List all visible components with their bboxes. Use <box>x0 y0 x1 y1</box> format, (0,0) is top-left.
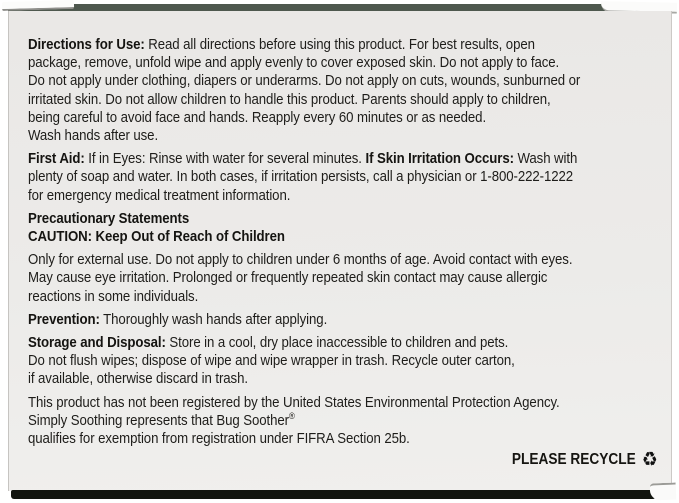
label-text-run: This product has not been registered by the United States Environmental Protection Agency. <box>28 393 560 411</box>
label-text-run: for emergency medical treatment information. <box>28 186 291 204</box>
label-text-bold: Precautionary Statements <box>28 209 190 227</box>
section-directions <box>28 36 658 145</box>
label-line <box>28 91 658 109</box>
section-prevention <box>28 311 658 329</box>
label-text-run: Wash hands after use. <box>28 127 159 145</box>
label-text-bold: First Aid: <box>28 150 85 168</box>
label-text-run: Do not flush wipes; dispose of wipe and wipe wrapper in trash. Recycle outer carton, <box>28 352 515 370</box>
label-line <box>28 311 658 329</box>
label-text-bold: If Skin Irritation Occurs: <box>365 150 514 168</box>
label-text-run: If in Eyes: Rinse with water for several minutes. <box>84 150 366 168</box>
section-precautionary <box>28 210 658 246</box>
label-text-run: Only for external use. Do not apply to children under 6 months of age. Avoid contact with eyes. <box>28 251 573 269</box>
label-text-run: plenty of soap and water. In both cases, if irritation persists, call a physician or 1-800-222-1222 <box>28 168 574 186</box>
label-line <box>28 334 658 352</box>
recycle-row <box>28 449 661 472</box>
section-storage <box>28 334 658 389</box>
recycle-icon: ♻ <box>641 449 658 472</box>
label-line <box>28 168 658 186</box>
label-text-run: being careful to avoid face and hands. Reapply every 60 minutes or as needed. <box>28 108 487 126</box>
section-epa-statement <box>28 394 658 449</box>
label-line <box>28 394 658 412</box>
label-content <box>28 36 660 472</box>
label-line <box>28 352 658 370</box>
label-line <box>28 370 658 388</box>
label-line <box>28 430 658 448</box>
label-text-run: Read all directions before using this product. For best results, open <box>144 36 535 53</box>
section-external-use <box>28 251 658 306</box>
label-line <box>28 36 658 54</box>
label-line <box>28 228 658 246</box>
label-text-run: reactions in some individuals. <box>28 287 199 305</box>
label-text-run: irritated skin. Do not allow children to handle this product. Parents should apply to children, <box>28 90 551 108</box>
label-line <box>28 251 658 269</box>
label-line <box>28 288 658 306</box>
label-line <box>28 109 658 127</box>
label-text-run: Store in a cool, dry place inaccessible to children and pets. <box>165 334 509 352</box>
carton-bottom-edge-band <box>11 490 656 499</box>
label-text-bold: Prevention: <box>28 310 100 328</box>
label-line <box>28 210 658 228</box>
label-line <box>28 412 658 430</box>
label-text-run: qualifies for exemption from registration under FIFRA Section 25b. <box>28 430 410 448</box>
label-line <box>28 269 658 287</box>
label-line <box>28 187 658 205</box>
label-text-run: Thoroughly wash hands after applying. <box>99 310 328 328</box>
carton-bottom-right-corner <box>650 483 677 501</box>
label-line <box>28 127 658 145</box>
label-text-bold: Directions for Use: <box>28 36 145 53</box>
label-text-bold: Storage and Disposal: <box>28 334 166 352</box>
label-text-run: May cause eye irritation. Prolonged or frequently repeated skin contact may cause allergic <box>28 269 548 287</box>
label-text-bold: CAUTION: Keep Out of Reach of Children <box>28 228 285 246</box>
label-text-run: Wash with <box>513 150 578 168</box>
label-text-run: ® <box>288 410 295 421</box>
label-text-run: Simply Soothing represents that Bug Soother <box>28 411 289 429</box>
label-text-run: package, remove, unfold wipe and apply evenly to cover exposed skin. Do not apply to face. <box>28 54 560 72</box>
label-line <box>28 150 658 168</box>
please-recycle-label: PLEASE RECYCLE <box>511 451 636 469</box>
label-text-run: if available, otherwise discard in trash. <box>28 370 248 388</box>
label-sections <box>28 36 658 448</box>
label-line <box>28 72 658 90</box>
label-line <box>28 54 658 72</box>
section-first-aid <box>28 150 658 205</box>
label-text-run: Do not apply under clothing, diapers or underarms. Do not apply on cuts, wounds, sunburned or <box>28 72 581 90</box>
